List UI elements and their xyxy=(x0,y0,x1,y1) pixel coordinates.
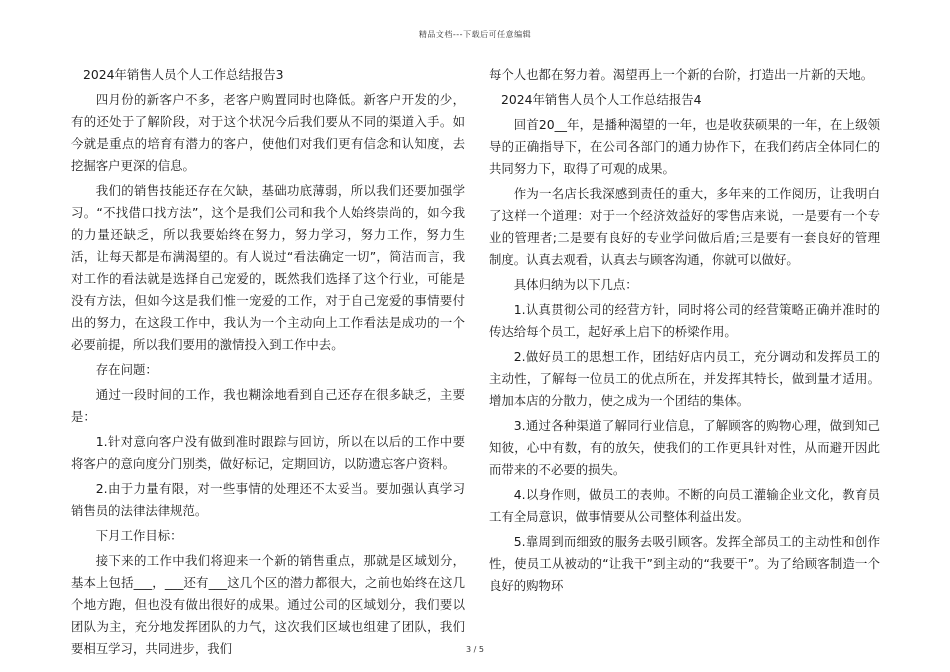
page-number: 3 / 5 xyxy=(466,645,484,654)
page-header: 精品文档---下载后可任意编辑 xyxy=(418,30,532,39)
paragraph: 4.以身作则，做员工的表帅。不断的向员工灌输企业文化，教育员工有全局意识，做事情要从公司整体利益出发。 xyxy=(489,487,880,524)
paragraph: 作为一名店长我深感到责任的重大，多年来的工作阅历，让我明白了这样一个道理：对于一个经济效益好的零售店来说，一是要有一个专业的管理者;二是要有良好的专业学问做后盾;三是要有一套良好的管理制度。认真去观看，认真去与顾客沟通，你就可以做好。 xyxy=(489,186,880,267)
paragraph: 回首20__年，是播种渴望的一年，也是收获硕果的一年，在上级领导的正确指导下，在公司各部门的通力协作下，在我们药店全体同仁的共同努力下，取得了可观的成果。 xyxy=(489,117,880,176)
paragraph: 具体归纳为以下几点： xyxy=(513,277,638,292)
paragraph: 通过一段时间的工作，我也糊涂地看到自己还存在很多缺乏，主要是： xyxy=(71,387,465,424)
paragraph: 1.针对意向客户没有做到准时跟踪与回访，所以在以后的工作中要将客户的意向度分门别类，做好标记，定期回访，以防遗忘客户资料。 xyxy=(71,434,465,471)
paragraph: 我们的销售技能还存在欠缺，基础功底薄弱，所以我们还要加强学习。“不找借口找方法”，这个是我们公司和我个人始终崇尚的，如今我的力量还缺乏，所以我要始终在努力，努力学习，努力工作，努力生活，让每天都是布满渴望的。有人说过“看法确定一切”，简洁而言，我对工作的看法就是选择自己宠爱的，既然我们选择了这个行业，可能是没有方法，但如今这是我们惟一宠爱的工作，对于自己宠爱的事情要付出的努力，在这段工作中，我认为一个主动向上工作看法是成功的一个必要前提，所以我们要用的激情投入到工作中去。 xyxy=(71,183,465,352)
left-column xyxy=(71,64,465,663)
paragraph: 5.靠周到而细致的服务去吸引顾客。发挥全部员工的主动性和创作性，使员工从被动的“让我干”到主动的“我要干”。为了给顾客制造一个良好的购物环 xyxy=(489,534,880,593)
paragraph: 接下来的工作中我们将迎来一个新的销售重点，那就是区域划分，基本上包括___，___还有___这几个区的潜力都很大，之前也始终在这几个地方跑，但也没有做出很好的成果。通过公司的区域划分，我们要以团队为主，充分地发挥团队的力气，这次我们区域也组建了团队，我们要相互学习，共同进步，我们 xyxy=(71,553,465,656)
paragraph: 存在问题： xyxy=(95,362,158,377)
section-title: 2024年销售人员个人工作总结报告4 xyxy=(501,92,702,107)
paragraph: 3.通过各种渠道了解同行业信息，了解顾客的购物心理，做到知己知彼，心中有数，有的放矢，使我们的工作更具针对性，从而避开因此而带来的不必要的损失。 xyxy=(489,418,880,477)
paragraph: 2.由于力量有限，对一些事情的处理还不太妥当。要加强认真学习销售员的法律法律规范。 xyxy=(71,481,465,518)
section-title: 2024年销售人员个人工作总结报告3 xyxy=(83,67,284,82)
paragraph: 每个人也都在努力着。渴望再上一个新的台阶，打造出一片新的天地。 xyxy=(489,67,874,82)
paragraph: 四月份的新客户不多，老客户购置同时也降低。新客户开发的少，有的还处于了解阶段，对于这个状况今后我们要从不同的渠道入手。如今就是重点的培育有潜力的客户，使他们对我们更有信念和认知度，去挖掘客户更深的信息。 xyxy=(71,92,465,173)
paragraph: 2.做好员工的思想工作，团结好店内员工，充分调动和发挥员工的主动性，了解每一位员工的优点所在，并发挥其特长，做到量才适用。增加本店的分散力，使之成为一个团结的集体。 xyxy=(489,349,880,408)
right-column xyxy=(489,64,880,600)
paragraph: 下月工作目标： xyxy=(95,528,183,543)
paragraph: 1.认真贯彻公司的经营方针，同时将公司的经营策略正确并准时的传达给每个员工，起好承上启下的桥梁作用。 xyxy=(489,302,880,339)
